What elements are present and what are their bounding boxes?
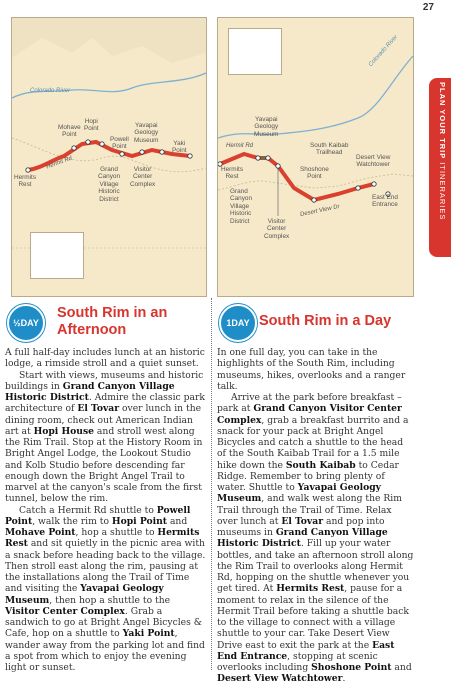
side-tab-strong: PLAN YOUR TRIP <box>438 82 447 160</box>
label-yavapai-museum: Yavapai Geology Museum <box>134 122 159 144</box>
right-road1-label: Hermit Rd <box>226 143 254 149</box>
right-label-visitor: Visitor Center Complex <box>264 218 290 240</box>
label-hopi-point: Hopi Point <box>84 118 99 133</box>
left-paragraph: Start with views, museums and historic buildings in Grand Canyon Village Historic District. Admire the classic park architecture of El Tovar over lunch in the dining room, check out American Indian art at Hopi House and stroll west along the Rim Trail. Stop at the History Room in Bright Angel Lodge, the Lookout Studio and Kolb Studio before descending far enough down the Bright Angel Trail to marvel at the canyon's scale from the first tunnel, below the rim. <box>5 369 205 505</box>
label-village: Grand Canyon Village Historic District <box>98 166 121 203</box>
right-label-desert-view: Desert View Watchtower <box>356 154 391 169</box>
right-map <box>217 17 414 297</box>
left-title-line1: South Rim in an <box>57 305 168 321</box>
right-label-shoshone: Shoshone Point <box>300 166 329 181</box>
locator-inset <box>30 232 84 279</box>
left-title-line2: Afternoon <box>57 322 127 338</box>
right-label-east-end: East End Entrance <box>372 194 398 209</box>
right-body <box>217 347 414 685</box>
right-label-hermits-rest: Hermits Rest <box>221 166 244 181</box>
right-label-yavapai: Yavapai Geology Museum <box>254 116 279 138</box>
right-paragraph: In one full day, you can take in the highlights of the South Rim, including museums, hikes, overlooks and a ranger talk. <box>217 347 406 392</box>
left-map <box>11 17 207 297</box>
label-hermits-rest: Hermits Rest <box>14 174 37 189</box>
label-visitor-center: Visitor Center Complex <box>130 166 156 188</box>
left-river-label: Colorado River <box>30 88 71 94</box>
right-road2-label: Desert View Dr <box>299 203 341 219</box>
half-day-badge: ½DAY <box>7 304 45 342</box>
page-number: 27 <box>422 2 434 13</box>
left-paragraph: A full half-day includes lunch at an historic lodge, a rimside stroll and a quiet sunset. <box>5 347 205 370</box>
label-mohave-point: Mohave Point <box>58 124 81 139</box>
column-divider <box>211 298 212 670</box>
locator-inset-right <box>228 28 282 75</box>
label-powell-point: Powell Point <box>110 136 129 151</box>
side-tab-rest: ITINERARIES <box>438 159 447 221</box>
one-day-badge: 1DAY <box>219 304 257 342</box>
right-title: South Rim in a Day <box>259 313 392 329</box>
right-paragraph: Arrive at the park before breakfast – park at Grand Canyon Visitor Center Complex, grab a breakfast burrito and a snack for your pack at Bright Angel Bicycles and catch a shuttle to the head of the South Kaibab Trail for a 1.5 mile hike down the South Kaibab to Cedar Ridge. Remember to bring plenty of water. Shuttle to Yavapai Geology Museum, and walk west along the Rim Trail through the Trail of Time. Relax over lunch at El Tovar and pop into museums in Grand Canyon Village Historic District. Fill up your water bottles, and take an afternoon stroll along the Rim Trail to overlooks along Hermit Rd, hopping on the shuttle whenever you get tired. At Hermits Rest, pause for a moment to relax in the silence of the Hermit Trail before taking a shuttle back to the village to connect with a village shuttle to your car. Take Desert View Drive east to exit the park at the East End Entrance, stopping at scenic overlooks including Shoshone Point and Desert View Watchtower. <box>217 392 414 685</box>
label-yaki-point: Yaki Point <box>172 140 187 155</box>
left-body <box>5 347 207 673</box>
right-heading <box>217 300 414 344</box>
right-label-village: Grand Canyon Village Historic District <box>230 188 253 225</box>
right-label-south-kaibab: South Kaibab Trailhead <box>310 142 349 157</box>
left-paragraph: Catch a Hermit Rd shuttle to Powell Point, walk the rim to Hopi Point and Mohave Point, hop a shuttle to Hermits Rest and sit quietly in the picnic area with a snack before heading back to the village. Then stroll east along the rim, pausing at the installations along the Trail of Time and visiting the Yavapai Geology Museum, then hop a shuttle to the Visitor Center Complex. Grab a sandwich to go at Bright Angel Bicycles & Cafe, hop on a shuttle to Yaki Point, wander away from the parking lot and find a spot from which to enjoy the evening light or sunset. <box>5 504 206 673</box>
left-heading <box>5 300 207 344</box>
side-tab-label <box>433 82 447 252</box>
left-road-label: Hermit Rd <box>45 155 73 171</box>
right-river-label: Colorado River <box>367 34 400 69</box>
